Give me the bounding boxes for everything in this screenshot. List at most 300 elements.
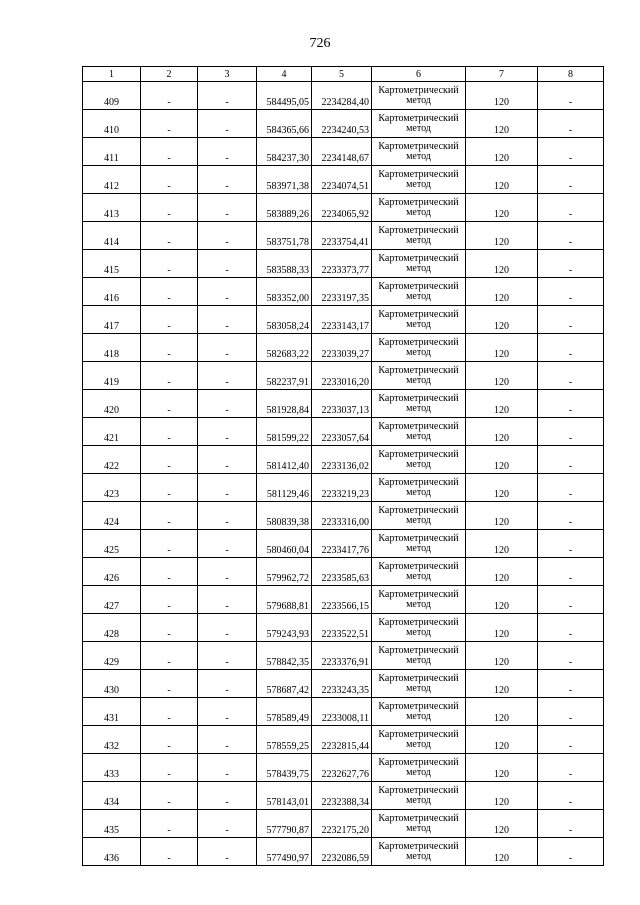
method-line-1: Картометрический <box>378 224 459 236</box>
point-number-cell: 436 <box>83 838 141 866</box>
method-line-1: Картометрический <box>378 448 459 460</box>
table-row <box>83 558 604 586</box>
table-row <box>83 390 604 418</box>
method-line-1: Картометрический <box>378 532 459 544</box>
column-3-cell: - <box>198 698 257 726</box>
column-2-cell: - <box>141 390 198 418</box>
method-line-2: метод <box>406 178 431 190</box>
column-3-cell: - <box>198 614 257 642</box>
x-coordinate-cell: 584365,66 <box>257 110 312 138</box>
y-coordinate-cell: 2233016,20 <box>312 362 372 390</box>
column-7-cell: 120 <box>466 250 538 278</box>
method-cell <box>372 166 466 194</box>
column-2-cell: - <box>141 306 198 334</box>
column-3-cell: - <box>198 306 257 334</box>
method-line-1: Картометрический <box>378 196 459 208</box>
column-8-cell: - <box>538 306 604 334</box>
method-line-2: метод <box>406 542 431 554</box>
column-3-cell: - <box>198 362 257 390</box>
point-number-cell: 435 <box>83 810 141 838</box>
y-coordinate-cell: 2233243,35 <box>312 670 372 698</box>
header-cell: 3 <box>198 67 257 82</box>
x-coordinate-cell: 583889,26 <box>257 194 312 222</box>
method-cell <box>372 250 466 278</box>
column-2-cell: - <box>141 82 198 110</box>
method-cell <box>372 138 466 166</box>
method-line-2: метод <box>406 794 431 806</box>
column-3-cell: - <box>198 502 257 530</box>
point-number-cell: 420 <box>83 390 141 418</box>
column-7-cell: 120 <box>466 502 538 530</box>
column-2-cell: - <box>141 670 198 698</box>
column-3-cell: - <box>198 446 257 474</box>
method-cell <box>372 278 466 306</box>
method-cell <box>372 754 466 782</box>
column-7-cell: 120 <box>466 334 538 362</box>
column-2-cell: - <box>141 558 198 586</box>
method-line-1: Картометрический <box>378 420 459 432</box>
method-line-1: Картометрический <box>378 616 459 628</box>
point-number-cell: 411 <box>83 138 141 166</box>
column-7-cell: 120 <box>466 810 538 838</box>
column-8-cell: - <box>538 782 604 810</box>
table-row <box>83 250 604 278</box>
method-cell <box>372 558 466 586</box>
column-2-cell: - <box>141 726 198 754</box>
method-line-2: метод <box>406 458 431 470</box>
coordinates-table <box>82 66 604 866</box>
method-line-2: метод <box>406 206 431 218</box>
column-8-cell: - <box>538 250 604 278</box>
column-2-cell: - <box>141 530 198 558</box>
method-line-1: Картометрический <box>378 504 459 516</box>
y-coordinate-cell: 2232815,44 <box>312 726 372 754</box>
column-8-cell: - <box>538 390 604 418</box>
y-coordinate-cell: 2233136,02 <box>312 446 372 474</box>
point-number-cell: 434 <box>83 782 141 810</box>
table-row <box>83 754 604 782</box>
column-7-cell: 120 <box>466 782 538 810</box>
column-8-cell: - <box>538 754 604 782</box>
y-coordinate-cell: 2234148,67 <box>312 138 372 166</box>
column-8-cell: - <box>538 334 604 362</box>
method-cell <box>372 306 466 334</box>
point-number-cell: 413 <box>83 194 141 222</box>
point-number-cell: 415 <box>83 250 141 278</box>
column-3-cell: - <box>198 474 257 502</box>
method-line-2: метод <box>406 94 431 106</box>
table-row <box>83 670 604 698</box>
method-line-1: Картометрический <box>378 252 459 264</box>
column-2-cell: - <box>141 502 198 530</box>
column-3-cell: - <box>198 250 257 278</box>
point-number-cell: 426 <box>83 558 141 586</box>
table-row <box>83 418 604 446</box>
column-8-cell: - <box>538 474 604 502</box>
column-8-cell: - <box>538 362 604 390</box>
y-coordinate-cell: 2233585,63 <box>312 558 372 586</box>
method-line-2: метод <box>406 682 431 694</box>
method-line-1: Картометрический <box>378 728 459 740</box>
method-line-1: Картометрический <box>378 168 459 180</box>
header-cell: 8 <box>538 67 604 82</box>
y-coordinate-cell: 2233417,76 <box>312 530 372 558</box>
column-8-cell: - <box>538 418 604 446</box>
table-row <box>83 334 604 362</box>
x-coordinate-cell: 581928,84 <box>257 390 312 418</box>
column-2-cell: - <box>141 642 198 670</box>
point-number-cell: 418 <box>83 334 141 362</box>
table-row <box>83 726 604 754</box>
method-line-1: Картометрический <box>378 84 459 96</box>
point-number-cell: 422 <box>83 446 141 474</box>
method-line-2: метод <box>406 626 431 638</box>
y-coordinate-cell: 2234240,53 <box>312 110 372 138</box>
column-3-cell: - <box>198 138 257 166</box>
table-row <box>83 446 604 474</box>
column-8-cell: - <box>538 642 604 670</box>
point-number-cell: 410 <box>83 110 141 138</box>
x-coordinate-cell: 583352,00 <box>257 278 312 306</box>
method-cell <box>372 670 466 698</box>
method-line-1: Картометрический <box>378 812 459 824</box>
y-coordinate-cell: 2233566,15 <box>312 586 372 614</box>
x-coordinate-cell: 579962,72 <box>257 558 312 586</box>
method-line-2: метод <box>406 262 431 274</box>
table-row <box>83 82 604 110</box>
y-coordinate-cell: 2232175,20 <box>312 810 372 838</box>
method-cell <box>372 362 466 390</box>
method-line-1: Картометрический <box>378 308 459 320</box>
point-number-cell: 425 <box>83 530 141 558</box>
x-coordinate-cell: 579688,81 <box>257 586 312 614</box>
table-row <box>83 166 604 194</box>
y-coordinate-cell: 2234074,51 <box>312 166 372 194</box>
method-cell <box>372 810 466 838</box>
column-2-cell: - <box>141 838 198 866</box>
column-8-cell: - <box>538 726 604 754</box>
method-line-2: метод <box>406 570 431 582</box>
method-line-1: Картометрический <box>378 476 459 488</box>
column-8-cell: - <box>538 138 604 166</box>
column-8-cell: - <box>538 82 604 110</box>
table-row <box>83 138 604 166</box>
table-row <box>83 502 604 530</box>
column-3-cell: - <box>198 194 257 222</box>
method-line-1: Картометрический <box>378 644 459 656</box>
method-line-2: метод <box>406 850 431 862</box>
x-coordinate-cell: 581129,46 <box>257 474 312 502</box>
column-2-cell: - <box>141 250 198 278</box>
x-coordinate-cell: 584495,05 <box>257 82 312 110</box>
header-cell: 5 <box>312 67 372 82</box>
y-coordinate-cell: 2233197,35 <box>312 278 372 306</box>
method-cell <box>372 586 466 614</box>
method-cell <box>372 726 466 754</box>
table-row <box>83 782 604 810</box>
table-row <box>83 810 604 838</box>
column-3-cell: - <box>198 418 257 446</box>
method-cell <box>372 418 466 446</box>
column-3-cell: - <box>198 670 257 698</box>
column-2-cell: - <box>141 194 198 222</box>
column-7-cell: 120 <box>466 586 538 614</box>
method-cell <box>372 194 466 222</box>
column-3-cell: - <box>198 558 257 586</box>
table-row <box>83 110 604 138</box>
column-7-cell: 120 <box>466 474 538 502</box>
method-line-2: метод <box>406 402 431 414</box>
header-cell: 7 <box>466 67 538 82</box>
method-line-1: Картометрический <box>378 392 459 404</box>
header-cell: 2 <box>141 67 198 82</box>
point-number-cell: 412 <box>83 166 141 194</box>
y-coordinate-cell: 2233143,17 <box>312 306 372 334</box>
table-row <box>83 614 604 642</box>
point-number-cell: 424 <box>83 502 141 530</box>
column-3-cell: - <box>198 726 257 754</box>
method-line-2: метод <box>406 234 431 246</box>
method-line-1: Картометрический <box>378 672 459 684</box>
column-8-cell: - <box>538 586 604 614</box>
column-2-cell: - <box>141 334 198 362</box>
x-coordinate-cell: 579243,93 <box>257 614 312 642</box>
x-coordinate-cell: 583971,38 <box>257 166 312 194</box>
column-7-cell: 120 <box>466 446 538 474</box>
column-3-cell: - <box>198 278 257 306</box>
column-8-cell: - <box>538 810 604 838</box>
x-coordinate-cell: 580839,38 <box>257 502 312 530</box>
column-3-cell: - <box>198 782 257 810</box>
column-8-cell: - <box>538 222 604 250</box>
method-cell <box>372 390 466 418</box>
column-8-cell: - <box>538 614 604 642</box>
method-line-2: метод <box>406 150 431 162</box>
column-7-cell: 120 <box>466 754 538 782</box>
table-row <box>83 838 604 866</box>
x-coordinate-cell: 577490,97 <box>257 838 312 866</box>
method-cell <box>372 110 466 138</box>
point-number-cell: 427 <box>83 586 141 614</box>
point-number-cell: 431 <box>83 698 141 726</box>
method-line-2: метод <box>406 738 431 750</box>
method-cell <box>372 698 466 726</box>
point-number-cell: 421 <box>83 418 141 446</box>
column-7-cell: 120 <box>466 138 538 166</box>
column-7-cell: 120 <box>466 558 538 586</box>
column-7-cell: 120 <box>466 614 538 642</box>
column-2-cell: - <box>141 166 198 194</box>
method-line-1: Картометрический <box>378 700 459 712</box>
method-line-1: Картометрический <box>378 784 459 796</box>
column-8-cell: - <box>538 558 604 586</box>
point-number-cell: 432 <box>83 726 141 754</box>
point-number-cell: 429 <box>83 642 141 670</box>
point-number-cell: 423 <box>83 474 141 502</box>
column-8-cell: - <box>538 110 604 138</box>
column-7-cell: 120 <box>466 670 538 698</box>
x-coordinate-cell: 578842,35 <box>257 642 312 670</box>
column-2-cell: - <box>141 362 198 390</box>
method-line-1: Картометрический <box>378 560 459 572</box>
method-line-2: метод <box>406 290 431 302</box>
x-coordinate-cell: 583751,78 <box>257 222 312 250</box>
method-cell <box>372 530 466 558</box>
method-line-2: метод <box>406 318 431 330</box>
column-8-cell: - <box>538 278 604 306</box>
method-line-1: Картометрический <box>378 840 459 852</box>
method-line-2: метод <box>406 486 431 498</box>
column-3-cell: - <box>198 530 257 558</box>
y-coordinate-cell: 2233008,11 <box>312 698 372 726</box>
table-row <box>83 586 604 614</box>
column-8-cell: - <box>538 530 604 558</box>
column-7-cell: 120 <box>466 698 538 726</box>
table-row <box>83 278 604 306</box>
column-7-cell: 120 <box>466 222 538 250</box>
y-coordinate-cell: 2233316,00 <box>312 502 372 530</box>
column-3-cell: - <box>198 334 257 362</box>
method-cell <box>372 334 466 362</box>
method-cell <box>372 838 466 866</box>
y-coordinate-cell: 2233754,41 <box>312 222 372 250</box>
x-coordinate-cell: 582237,91 <box>257 362 312 390</box>
method-cell <box>372 782 466 810</box>
table-row <box>83 642 604 670</box>
method-cell <box>372 474 466 502</box>
column-7-cell: 120 <box>466 306 538 334</box>
method-line-2: метод <box>406 514 431 526</box>
column-2-cell: - <box>141 586 198 614</box>
column-7-cell: 120 <box>466 390 538 418</box>
x-coordinate-cell: 578143,01 <box>257 782 312 810</box>
column-2-cell: - <box>141 110 198 138</box>
method-line-2: метод <box>406 598 431 610</box>
x-coordinate-cell: 583058,24 <box>257 306 312 334</box>
method-line-2: метод <box>406 374 431 386</box>
column-3-cell: - <box>198 586 257 614</box>
method-line-2: метод <box>406 822 431 834</box>
x-coordinate-cell: 578439,75 <box>257 754 312 782</box>
column-2-cell: - <box>141 810 198 838</box>
column-3-cell: - <box>198 166 257 194</box>
column-2-cell: - <box>141 782 198 810</box>
method-cell <box>372 614 466 642</box>
column-7-cell: 120 <box>466 110 538 138</box>
x-coordinate-cell: 578687,42 <box>257 670 312 698</box>
method-line-1: Картометрический <box>378 112 459 124</box>
method-line-1: Картометрический <box>378 364 459 376</box>
header-cell: 4 <box>257 67 312 82</box>
point-number-cell: 428 <box>83 614 141 642</box>
point-number-cell: 414 <box>83 222 141 250</box>
point-number-cell: 417 <box>83 306 141 334</box>
method-line-2: метод <box>406 122 431 134</box>
column-7-cell: 120 <box>466 726 538 754</box>
column-3-cell: - <box>198 642 257 670</box>
point-number-cell: 430 <box>83 670 141 698</box>
table-row <box>83 222 604 250</box>
y-coordinate-cell: 2233039,27 <box>312 334 372 362</box>
y-coordinate-cell: 2234284,40 <box>312 82 372 110</box>
column-3-cell: - <box>198 754 257 782</box>
table-row <box>83 194 604 222</box>
method-line-1: Картометрический <box>378 280 459 292</box>
column-8-cell: - <box>538 670 604 698</box>
method-cell <box>372 502 466 530</box>
y-coordinate-cell: 2233376,91 <box>312 642 372 670</box>
column-7-cell: 120 <box>466 530 538 558</box>
method-cell <box>372 446 466 474</box>
column-3-cell: - <box>198 810 257 838</box>
table-header-row <box>83 67 604 82</box>
column-8-cell: - <box>538 838 604 866</box>
column-2-cell: - <box>141 278 198 306</box>
y-coordinate-cell: 2232627,76 <box>312 754 372 782</box>
y-coordinate-cell: 2233037,13 <box>312 390 372 418</box>
column-2-cell: - <box>141 754 198 782</box>
x-coordinate-cell: 581412,40 <box>257 446 312 474</box>
method-cell <box>372 642 466 670</box>
point-number-cell: 416 <box>83 278 141 306</box>
column-2-cell: - <box>141 446 198 474</box>
column-8-cell: - <box>538 502 604 530</box>
table-row <box>83 306 604 334</box>
method-line-1: Картометрический <box>378 588 459 600</box>
column-8-cell: - <box>538 194 604 222</box>
method-line-1: Картометрический <box>378 336 459 348</box>
table-row <box>83 474 604 502</box>
column-2-cell: - <box>141 418 198 446</box>
method-line-2: метод <box>406 766 431 778</box>
x-coordinate-cell: 580460,04 <box>257 530 312 558</box>
point-number-cell: 419 <box>83 362 141 390</box>
y-coordinate-cell: 2233057,64 <box>312 418 372 446</box>
column-3-cell: - <box>198 110 257 138</box>
method-cell <box>372 222 466 250</box>
y-coordinate-cell: 2233219,23 <box>312 474 372 502</box>
column-7-cell: 120 <box>466 82 538 110</box>
method-line-2: метод <box>406 346 431 358</box>
point-number-cell: 409 <box>83 82 141 110</box>
column-7-cell: 120 <box>466 194 538 222</box>
column-7-cell: 120 <box>466 418 538 446</box>
y-coordinate-cell: 2233522,51 <box>312 614 372 642</box>
method-cell <box>372 82 466 110</box>
method-line-1: Картометрический <box>378 756 459 768</box>
column-2-cell: - <box>141 474 198 502</box>
column-7-cell: 120 <box>466 278 538 306</box>
x-coordinate-cell: 578559,25 <box>257 726 312 754</box>
column-8-cell: - <box>538 446 604 474</box>
point-number-cell: 433 <box>83 754 141 782</box>
column-2-cell: - <box>141 138 198 166</box>
y-coordinate-cell: 2232086,59 <box>312 838 372 866</box>
column-7-cell: 120 <box>466 838 538 866</box>
x-coordinate-cell: 581599,22 <box>257 418 312 446</box>
y-coordinate-cell: 2234065,92 <box>312 194 372 222</box>
column-3-cell: - <box>198 838 257 866</box>
x-coordinate-cell: 577790,87 <box>257 810 312 838</box>
column-7-cell: 120 <box>466 166 538 194</box>
y-coordinate-cell: 2232388,34 <box>312 782 372 810</box>
column-8-cell: - <box>538 166 604 194</box>
header-cell: 1 <box>83 67 141 82</box>
column-3-cell: - <box>198 390 257 418</box>
method-line-2: метод <box>406 430 431 442</box>
page-number: 726 <box>309 36 331 51</box>
table-row <box>83 530 604 558</box>
